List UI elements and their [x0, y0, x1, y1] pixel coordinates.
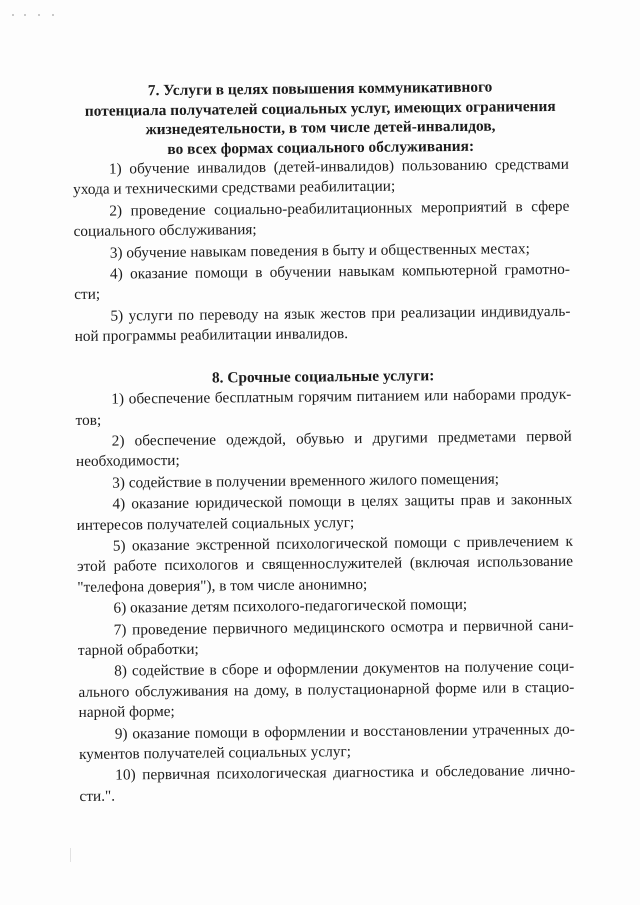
section-8-item: 9) оказание помощи в оформлении и восстановлении утраченных до-кументов получателей социальных услуг;	[78, 720, 575, 764]
section-8-item: 8) содействие в сборе и оформлении документов на получение соци-ального обслуживания на дому, в полустационарной форме или в стацио-нарной форме;	[78, 658, 575, 722]
section-8-title: 8. Срочные социальные услуги:	[211, 366, 435, 387]
section-8-item: 10) первичная психологическая диагностика и обследование лично-сти.".	[79, 762, 576, 805]
section-7-title-line: жизнедеятельности, в том числе детей-инвалидов,	[145, 117, 496, 139]
section-7-title-line: потенциала получателей социальных услуг, имеющих ограничения	[84, 97, 556, 120]
section-8-item: 1) обеспечение бесплатным горячим питанием или наборами продук-тов;	[75, 385, 572, 429]
section-7-title	[72, 77, 569, 160]
section-7-title-line: во всех формах социального обслуживания:	[167, 137, 475, 158]
section-8-item: 3) содействие в получении временного жилого помещения;	[112, 470, 500, 492]
section-7-item: 4) оказание помощи в обучении навыкам компьютерной грамотно-сти;	[74, 260, 571, 304]
section-7-item: 3) обучение навыкам поведения в быту и общественных местах;	[109, 239, 530, 262]
section-8-item: 2) обеспечение одеждой, обувью и другими предметами первой необходимости;	[75, 427, 572, 471]
section-8-item: 5) оказание экстренной психологической помощи с привлечением к этой работе психологов и священнослужителей (включая использование "телефона доверия"), в том числе анонимно;	[76, 532, 574, 596]
section-8-item: 4) оказание юридической помощи в целях защиты прав и законных интересов получателей социальных услуг;	[76, 490, 573, 534]
scan-artifact-dots	[12, 14, 62, 20]
section-7-item: 2) проведение социально-реабилитационных мероприятий в сфере социального обслуживания;	[73, 197, 570, 241]
section-7-title-line: 7. Услуги в целях повышения коммуникативного	[147, 78, 493, 100]
section-8-item: 6) оказание детям психолого-педагогической помощи;	[113, 596, 468, 617]
document-body	[72, 77, 576, 808]
section-7-item: 1) обучение инвалидов (детей-инвалидов) пользованию средствами ухода и техническими средствами реабилитации;	[73, 155, 569, 199]
section-8-item: 7) проведение первичного медицинского осмотра и первичной сани-тарной обработки;	[77, 616, 574, 659]
scan-margin-mark	[70, 848, 71, 862]
section-7-item: 5) услуги по переводу на язык жестов при реализации индивидуаль-ной программы реабилитации инвалидов.	[74, 302, 571, 346]
